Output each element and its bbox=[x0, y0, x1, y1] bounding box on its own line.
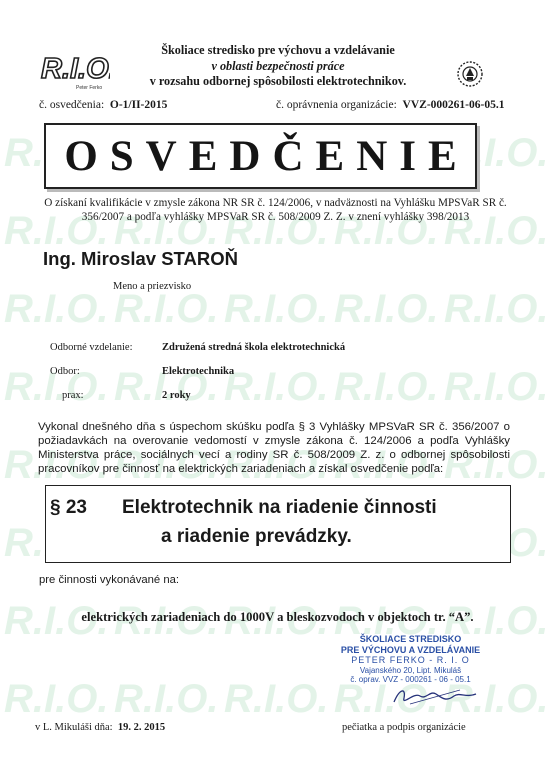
authorization-label: č. oprávnenia organizácie: bbox=[276, 99, 397, 111]
stamp-line-2: PRE VÝCHOVU A VZDELÁVANIE bbox=[340, 644, 481, 655]
signature-icon bbox=[390, 684, 480, 708]
stamp-line-1: ŠKOLIACE STREDISKO bbox=[359, 634, 462, 644]
header-title bbox=[118, 43, 438, 90]
stamp-line-5: č. oprav. VVZ - 000261 - 06 - 05.1 bbox=[350, 675, 471, 684]
header-line-2: v oblasti bezpečnosti práce bbox=[211, 58, 345, 73]
stamp-line-3: PETER FERKO - R. I. O bbox=[351, 655, 470, 665]
qualification-section: § 23 bbox=[50, 497, 87, 518]
holder-name: Ing. Miroslav STAROŇ bbox=[43, 248, 238, 269]
svg-text:Peter Ferko: Peter Ferko bbox=[76, 85, 103, 91]
stamp-line-4: Vajanského 20, Lipt. Mikuláš bbox=[359, 665, 462, 675]
certificate-number-label: č. osvedčenia: bbox=[39, 99, 105, 111]
authorization-value: VVZ-000261-06-05.1 bbox=[402, 99, 505, 111]
place-date bbox=[35, 722, 165, 733]
field-value-education: Združená stredná škola elektrotechnická bbox=[162, 342, 346, 353]
organization-stamp bbox=[318, 634, 503, 685]
scope-label: pre činnosti vykonávané na: bbox=[39, 574, 180, 586]
document-title: OSVEDČENIE bbox=[64, 132, 469, 180]
legal-basis-text: O získaní kvalifikácie v zmysle zákona NR SR č. 124/2006, v nadväznosti na Vyhlášku MPSVaR SR č. 356/2007 a podľa vyhlášky MPSVaR SR č. 508/2009 Z. Z. v znení vyhlášky 398/2013 bbox=[44, 197, 507, 223]
field-label-education: Odborné vzdelanie: bbox=[50, 342, 133, 353]
certificate-number-value: O-1/II-2015 bbox=[109, 99, 168, 111]
qualification-line-1: Elektrotechnik na riadenie činnosti bbox=[122, 497, 437, 518]
svg-text:R.I.O.: R.I.O. bbox=[41, 53, 110, 85]
issue-date: 19. 2. 2015 bbox=[117, 722, 166, 733]
scope-text: elektrických zariadeniach do 1000V a bleskozvodoch v objektoch tr. “A”. bbox=[81, 610, 474, 624]
authorization-number bbox=[276, 99, 504, 111]
qualification-line-2: a riadenie prevádzky. bbox=[161, 526, 352, 547]
certificate-number bbox=[39, 99, 167, 111]
place-date-label: v L. Mikuláši dňa: bbox=[35, 722, 113, 733]
holder-name-caption: Meno a priezvisko bbox=[113, 281, 192, 292]
title-frame bbox=[44, 123, 477, 189]
field-label-specialization: Odbor: bbox=[50, 366, 80, 377]
rio-logo bbox=[40, 46, 110, 92]
field-value-experience: 2 roky bbox=[162, 390, 191, 401]
stamp-caption: pečiatka a podpis organizácie bbox=[342, 722, 466, 733]
emblem-icon bbox=[456, 60, 484, 88]
field-value-specialization: Elektrotechnika bbox=[162, 366, 235, 377]
header-line-3: v rozsahu odbornej spôsobilosti elektrotechnikov. bbox=[149, 74, 407, 88]
field-label-experience: prax: bbox=[62, 390, 84, 401]
header-line-1: Školiace stredisko pre výchovu a vzdelávanie bbox=[161, 43, 395, 57]
exam-statement: Vykonal dnešného dňa s úspechom skúšku podľa § 3 Vyhlášky MPSVaR SR č. 356/2007 o požiadavkách na overovanie vedomostí v zmysle zákona č. 124/2006 a podľa Vyhlášky Ministerstva práce, sociálnych vecí a rodiny SR č. 508/2009 Z. z. o odbornej spôsobilosti pracovníkov pre činnosť na elektrických zariadeniach a získal osvedčenie podľa: bbox=[38, 421, 510, 475]
